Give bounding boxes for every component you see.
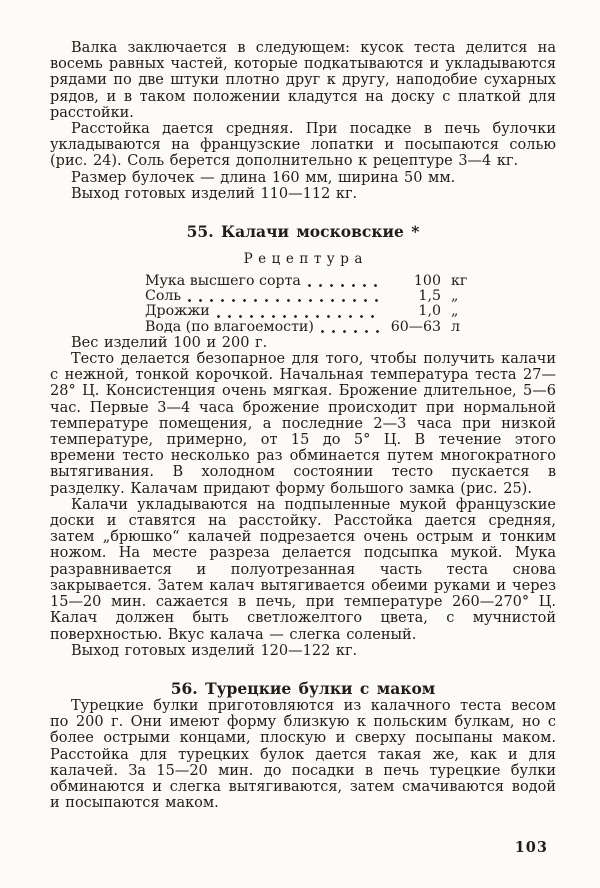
recipe-row bbox=[145, 320, 477, 335]
recipe-item-value: 1,5 bbox=[418, 288, 441, 305]
section-56-title: 56. Турецкие булки с маком bbox=[170, 678, 436, 698]
dot-leader bbox=[188, 289, 382, 302]
recipe-row bbox=[145, 304, 477, 319]
recipe-item-value: 100 bbox=[413, 273, 441, 290]
recipe-item-value: 60—63 bbox=[390, 318, 441, 335]
dot-leader bbox=[308, 274, 382, 287]
paragraph: Калачи укладываются на подпыленные мукой французские доски и ставятся на расстойку. Расстойка дается средняя, затем „брюшко“ калачей подрезается очень острым и тонким ножом. На месте разреза делается подсыпка мукой. Мука разравнивается и полуотрезанная часть теста снова закрывается. Затем калач вытягивается обеими руками и через 15—20 мин. сажается в печь, при температуре 260—270° Ц. Калач должен быть светложелтого цвета, с мучнистой поверхностью. Вкус калача — слегка соленый. bbox=[50, 496, 556, 643]
dot-leader bbox=[217, 304, 382, 317]
recipe-item-name: Соль bbox=[145, 288, 182, 305]
paragraph: Расстойка дается средняя. При посадке в печь булочки укладываются на французские лопатки и посыпаются солью (рис. 24). Соль берется дополнительно к рецептуре 3—4 кг. bbox=[50, 121, 556, 170]
recipe-heading: Рецептура bbox=[243, 251, 368, 268]
paragraph: Выход готовых изделий 120—122 кг. bbox=[71, 642, 358, 659]
recipe-table bbox=[145, 274, 477, 335]
recipe-item-unit: „ bbox=[451, 303, 459, 320]
recipe-item-unit: кг bbox=[451, 273, 468, 290]
text-column bbox=[50, 40, 556, 811]
paragraph: Тесто делается безопарное для того, чтобы получить калачи с нежной, тонкой корочкой. Начальная температура теста 27—28° Ц. Консистенция очень мягкая. Брожение длительное, 5—6 час. Первые 3—4 часа брожение происходит при нормальной температуре помещения, а последние 2—3 часа при низкой температуре, примерно, от 15 до 5° Ц. В течение этого времени тесто несколько раз обминается путем многократного вытягивания. В холодном состоянии тесто пускается в разделку. Калачам придают форму большого замка (рис. 25). bbox=[50, 351, 556, 497]
paragraph: Турецкие булки приготовляются из калачного теста весом по 200 г. Они имеют форму близкую к польским булкам, но с более острыми концами, плоскую и сверху посыпаны маком. Расстойка для турецких булок дается такая же, как и для калачей. За 15—20 мин. до посадки в печь турецкие булки обминаются и слегка вытягиваются, затем смачиваются водой и посыпаются маком. bbox=[50, 697, 556, 812]
recipe-item-name: Дрожжи bbox=[145, 303, 210, 320]
recipe-row bbox=[145, 289, 477, 304]
dot-leader bbox=[321, 320, 382, 333]
paragraph: Вес изделий 100 и 200 г. bbox=[71, 334, 268, 351]
paragraph: Валка заключается в следующем: кусок теста делится на восемь равных частей, которые подкатываются и укладываются рядами по две штуки плотно друг к другу, наподобие сухарных рядов, и в таком положении кладутся на доску с платкой для расстойки. bbox=[50, 40, 556, 121]
recipe-item-unit: „ bbox=[451, 288, 459, 305]
recipe-item-name: Мука высшего сорта bbox=[145, 273, 301, 290]
page-number: 103 bbox=[514, 839, 548, 856]
paragraph: Выход готовых изделий 110—112 кг. bbox=[71, 185, 358, 202]
section-55-title: 55. Калачи московские * bbox=[186, 222, 420, 242]
recipe-row bbox=[145, 274, 477, 289]
paragraph: Размер булочек — длина 160 мм, ширина 50 мм. bbox=[71, 169, 456, 186]
recipe-item-name: Вода (по влагоемости) bbox=[145, 318, 314, 335]
recipe-item-value: 1,0 bbox=[418, 303, 441, 320]
recipe-item-unit: л bbox=[451, 318, 461, 335]
